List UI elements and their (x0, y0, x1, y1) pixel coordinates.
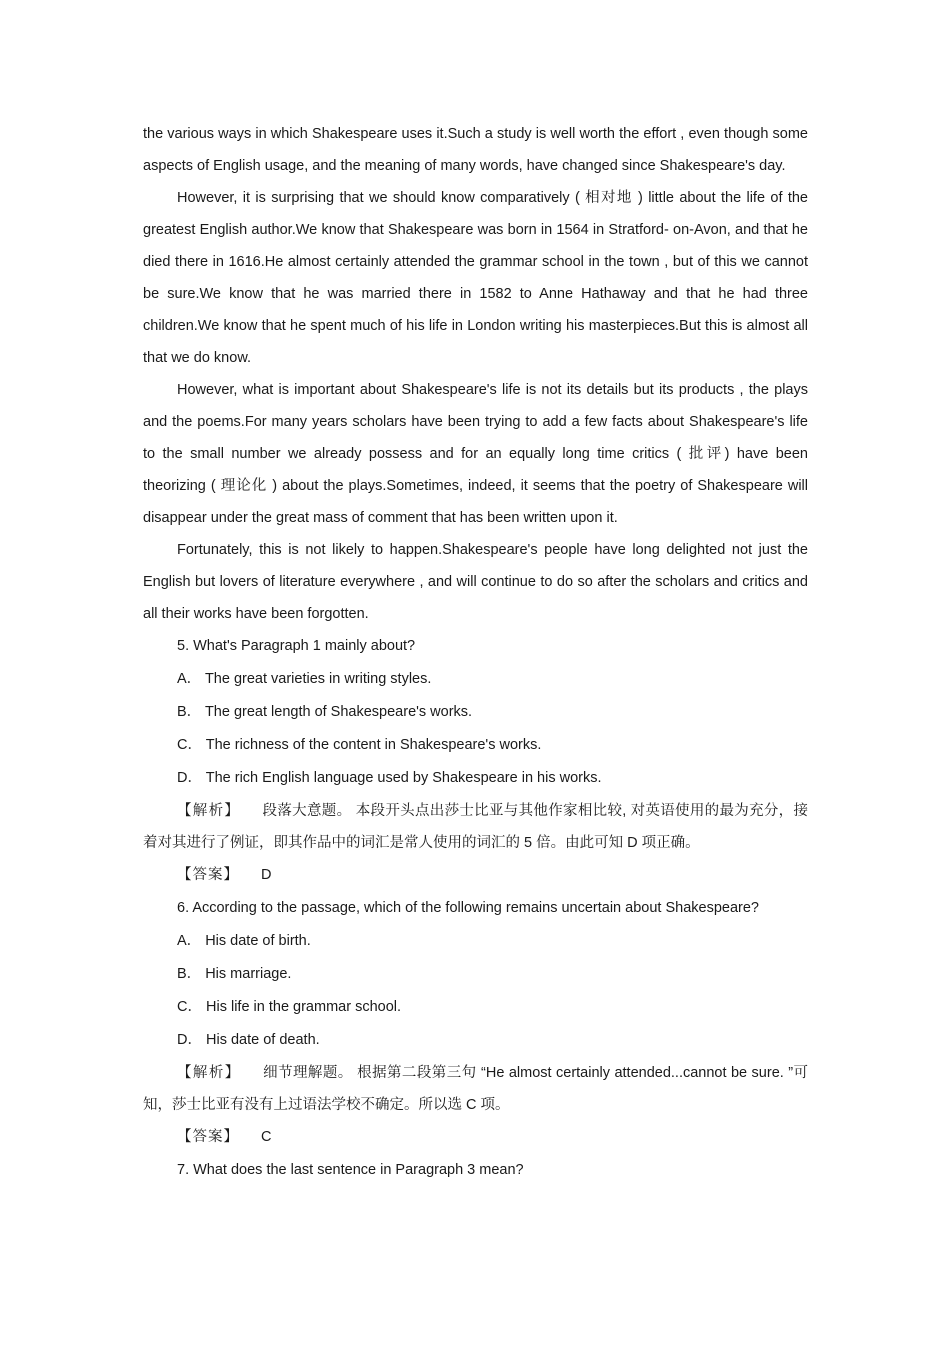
question-6 (143, 892, 808, 1154)
option-a: A． His date of birth. (177, 933, 311, 949)
option-b: B． His marriage. (177, 966, 292, 982)
passage-paragraph-3: However, what is important about Shakespeare's life is not its details but its products , the plays and the poems.For many years scholars have been trying to add a few facts about Shakespeare's life to the small number we already possess and for an equally long time critics ( 批评) have been theorizing ( 理论化 ) about the plays.Sometimes, indeed, it seems that the poetry of Shakespeare will disappear under the great mass of comment that has been written upon it. (143, 382, 808, 526)
question-stem: 6. According to the passage, which of the following remains uncertain about Shakespeare? (177, 900, 759, 916)
analysis-text: 段落大意题。 本段开头点出莎士比亚与其他作家相比较, 对英语使用的最为充分，接着对其进行了例证，即其作品中的词汇是常人使用的词汇的 5 倍。由此可知 D 项正确。 (143, 803, 808, 851)
option-c: C． His life in the grammar school. (177, 999, 402, 1015)
option-d: D． The rich English language used by Shakespeare in his works. (177, 770, 602, 786)
answer-value: C (261, 1129, 272, 1145)
question-stem: 5. What's Paragraph 1 mainly about? (177, 638, 416, 654)
passage-paragraph-2: However, it is surprising that we should know comparatively ( 相对地 ) little about the life of the greatest English author.We know that Shakespeare was born in 1564 in Stratford- on-Avon, and that he died there in 1616.He almost certainly attended the grammar school in the town , but of this we cannot be sure.We know that he was married there in 1582 to Anne Hathaway and that he had three children.We know that he spent much of his life in London writing his masterpieces.But this is almost all that we do know. (143, 190, 808, 366)
analysis-text: 细节理解题。 根据第二段第三句 “He almost certainly attended...cannot be sure. ”可知，莎士比亚有没有上过语法学校不确定。所以选 C 项。 (143, 1065, 808, 1113)
question-5 (143, 630, 808, 892)
document-page (143, 118, 808, 1187)
question-stem: 7. What does the last sentence in Paragraph 3 mean? (177, 1162, 524, 1178)
analysis-tag: 【解析】 (177, 1065, 241, 1081)
analysis-tag: 【解析】 (177, 803, 241, 819)
question-7 (143, 1154, 808, 1187)
answer-tag: 【答案】 (177, 1129, 239, 1145)
analysis-block (143, 795, 808, 859)
option-a: A． The great varieties in writing styles. (177, 671, 432, 687)
answer-value: D (261, 867, 272, 883)
option-b: B． The great length of Shakespeare's works. (177, 704, 473, 720)
option-d: D． His date of death. (177, 1032, 320, 1048)
option-c: C． The richness of the content in Shakespeare's works. (177, 737, 542, 753)
answer-block (143, 1121, 808, 1154)
analysis-block (143, 1057, 808, 1121)
passage-paragraph-4: Fortunately, this is not likely to happen.Shakespeare's people have long delighted not just the English but lovers of literature everywhere , and will continue to do so after the scholars and critics and all their works have been forgotten. (143, 542, 808, 622)
answer-tag: 【答案】 (177, 867, 239, 883)
passage-paragraph-1-tail: the various ways in which Shakespeare uses it.Such a study is well worth the effort , even though some aspects of English usage, and the meaning of many words, have changed since Shakespeare's day. (143, 126, 808, 174)
answer-block (143, 859, 808, 892)
